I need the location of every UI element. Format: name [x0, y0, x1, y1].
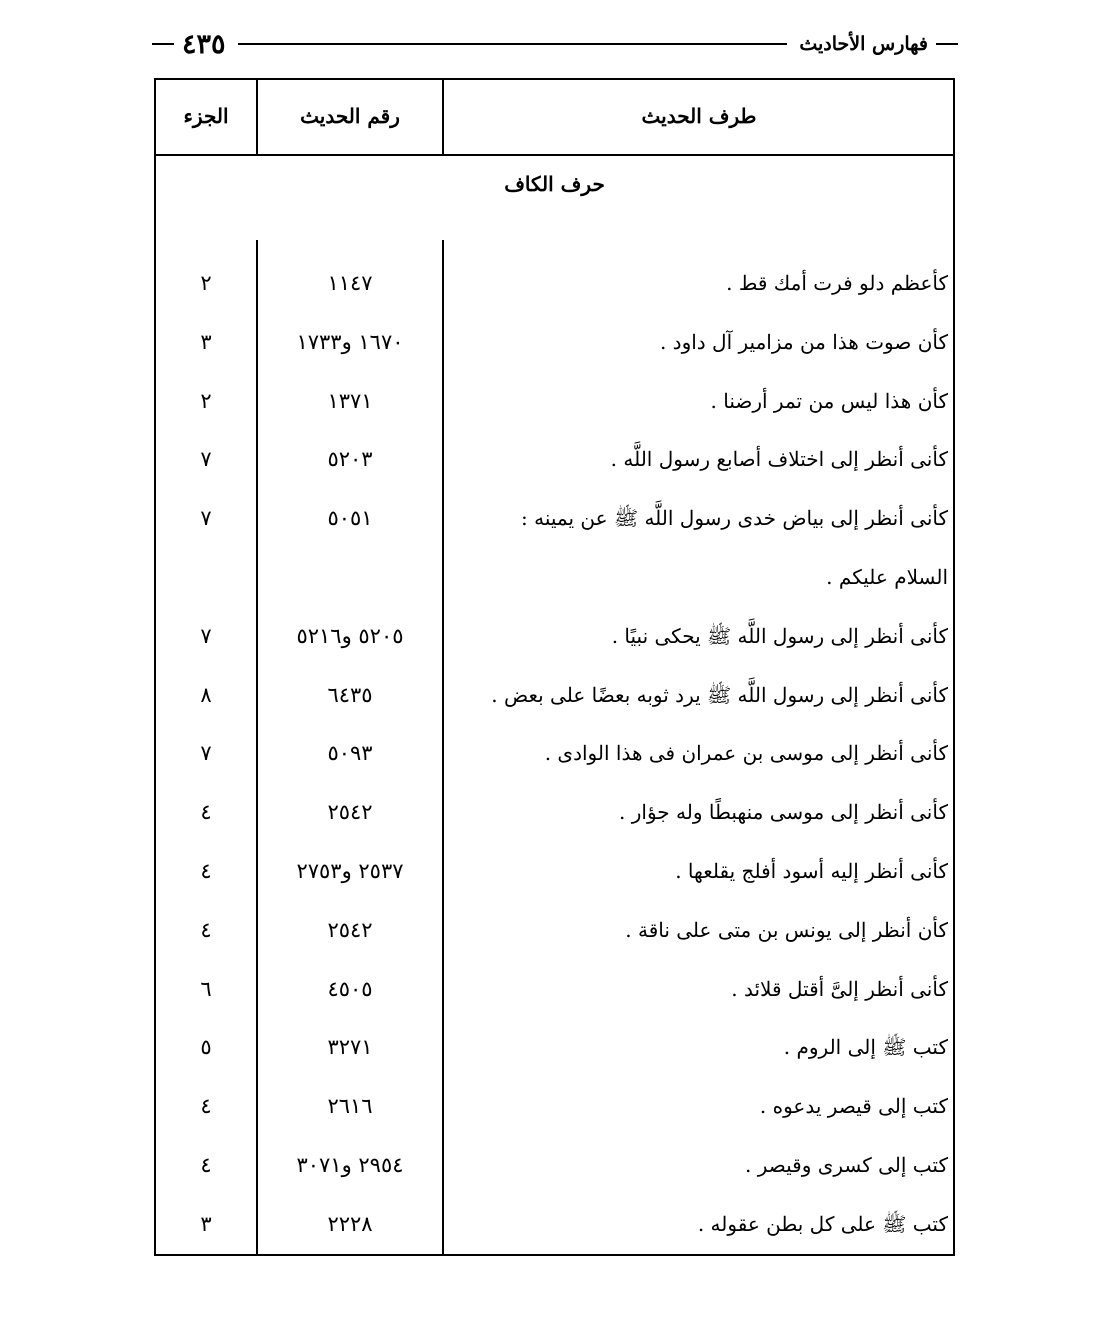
- part-number: ٤: [200, 859, 212, 883]
- header-hadith-edge: طرف الحديث: [641, 104, 757, 128]
- running-title: فهارس الأحاديث: [799, 33, 928, 55]
- table-row: [156, 548, 953, 606]
- header-dash-left: [152, 43, 174, 45]
- hadith-text: كتب إلى كسرى وقيصر .: [745, 1153, 948, 1177]
- table-row: [156, 901, 953, 959]
- hadith-number: [258, 548, 442, 606]
- part-number: ٧: [200, 506, 212, 531]
- hadith-text: كتب ﷺ إلى الروم .: [783, 1035, 948, 1060]
- hadith-text: كأنى أنظر إلى موسى بن عمران فى هذا الوادى .: [544, 741, 948, 766]
- hadith-number: ٤٥٠٥: [327, 976, 373, 1001]
- hadith-text: كأنى أنظر إلى رسول اللَّه ﷺ يرد ثوبه بعضًا على بعض .: [491, 682, 948, 707]
- table-row: [156, 1195, 953, 1253]
- table-row: [156, 313, 953, 371]
- part-number: ٥: [200, 1035, 212, 1060]
- table-row: [156, 666, 953, 724]
- page-number: ٤٣٥: [182, 28, 226, 60]
- header-part: الجزء: [183, 104, 229, 128]
- table-row: [156, 1077, 953, 1135]
- hadith-text: السلام عليكم .: [826, 565, 948, 589]
- hadith-number: ١٦٧٠ و١٧٣٣: [296, 329, 404, 354]
- hadith-text: كتب إلى قيصر يدعوه .: [759, 1094, 948, 1119]
- hadith-text: كأنى أنظر إليه أسود أفلج يقلعها .: [675, 859, 948, 883]
- header-hadith-number: رقم الحديث: [300, 104, 400, 128]
- hadith-number: ٥٠٥١: [327, 506, 373, 531]
- part-number: ٢: [200, 388, 212, 413]
- hadith-text: كأعظم دلو فرت أمك قط .: [726, 271, 948, 295]
- part-number: ٦: [200, 976, 212, 1001]
- part-number: ٧: [200, 623, 212, 648]
- hadith-text: كتب ﷺ على كل بطن عقوله .: [697, 1211, 948, 1236]
- table-row: [156, 607, 953, 665]
- hadith-number: ١١٤٧: [327, 271, 373, 295]
- hadith-number: ٥٢٠٣: [327, 447, 373, 472]
- hadith-number: ٥٢٠٥ و٥٢١٦: [296, 623, 404, 648]
- hadith-number: ٢٦١٦: [327, 1094, 373, 1119]
- part-number: ٧: [200, 447, 212, 472]
- header-divider-1: [256, 80, 258, 156]
- hadith-text: كأنى أنظر إلى بياض خدى رسول اللَّه ﷺ عن يمينه :: [521, 506, 948, 531]
- table-row: [156, 960, 953, 1018]
- table-row: [156, 430, 953, 488]
- hadith-number: ٢٥٤٢: [327, 917, 373, 942]
- part-number: [156, 548, 256, 606]
- hadith-text: كأنى أنظر إلى رسول اللَّه ﷺ يحكى نبيًا .: [611, 623, 948, 648]
- part-number: ٣: [200, 329, 212, 354]
- part-number: ٤: [200, 1094, 212, 1119]
- table-row: [156, 489, 953, 547]
- hadith-number: ٣٢٧١: [327, 1035, 373, 1060]
- part-number: ٣: [200, 1211, 212, 1236]
- part-number: ٤: [200, 917, 212, 942]
- part-number: ٢: [200, 271, 212, 295]
- part-number: ٧: [200, 741, 212, 766]
- table-row: [156, 1136, 953, 1194]
- hadith-number: ٢٥٣٧ و٢٧٥٣: [296, 859, 404, 883]
- hadith-number: ٢٩٥٤ و٣٠٧١: [296, 1153, 404, 1177]
- hadith-text: كأن هذا ليس من تمر أرضنا .: [710, 388, 948, 413]
- part-number: ٨: [200, 682, 212, 707]
- table-header-row: [156, 80, 953, 156]
- hadith-number: ٢٥٤٢: [327, 800, 373, 825]
- hadith-number: ١٣٧١: [327, 388, 373, 413]
- part-number: ٤: [200, 1153, 212, 1177]
- hadith-text: كأنى أنظر إلىَّ أقتل قلائد .: [731, 976, 948, 1001]
- hadith-number: ٦٤٣٥: [327, 682, 373, 707]
- table-row: [156, 783, 953, 841]
- hadith-text: كأنى أنظر إلى موسى منهبطًا وله جؤار .: [619, 800, 948, 825]
- header-dash-right: [936, 43, 958, 45]
- header-rule: [238, 43, 788, 45]
- table-row: [156, 724, 953, 782]
- hadith-number: ٥٠٩٣: [327, 741, 373, 766]
- running-header: [152, 26, 958, 62]
- hadith-text: كأنى أنظر إلى اختلاف أصابع رسول اللَّه .: [610, 447, 948, 472]
- hadith-number: ٢٢٢٨: [327, 1211, 373, 1236]
- section-title: حرف الكاف: [504, 172, 605, 196]
- table-row: [156, 254, 953, 312]
- table-row: [156, 842, 953, 900]
- hadith-text: كأن أنظر إلى يونس بن متى على ناقة .: [625, 917, 948, 942]
- table-row: [156, 1018, 953, 1076]
- hadith-text: كأن صوت هذا من مزامير آل داود .: [659, 329, 948, 354]
- hadith-index-table: [154, 78, 955, 1256]
- header-divider-2: [442, 80, 444, 156]
- part-number: ٤: [200, 800, 212, 825]
- table-row: [156, 372, 953, 430]
